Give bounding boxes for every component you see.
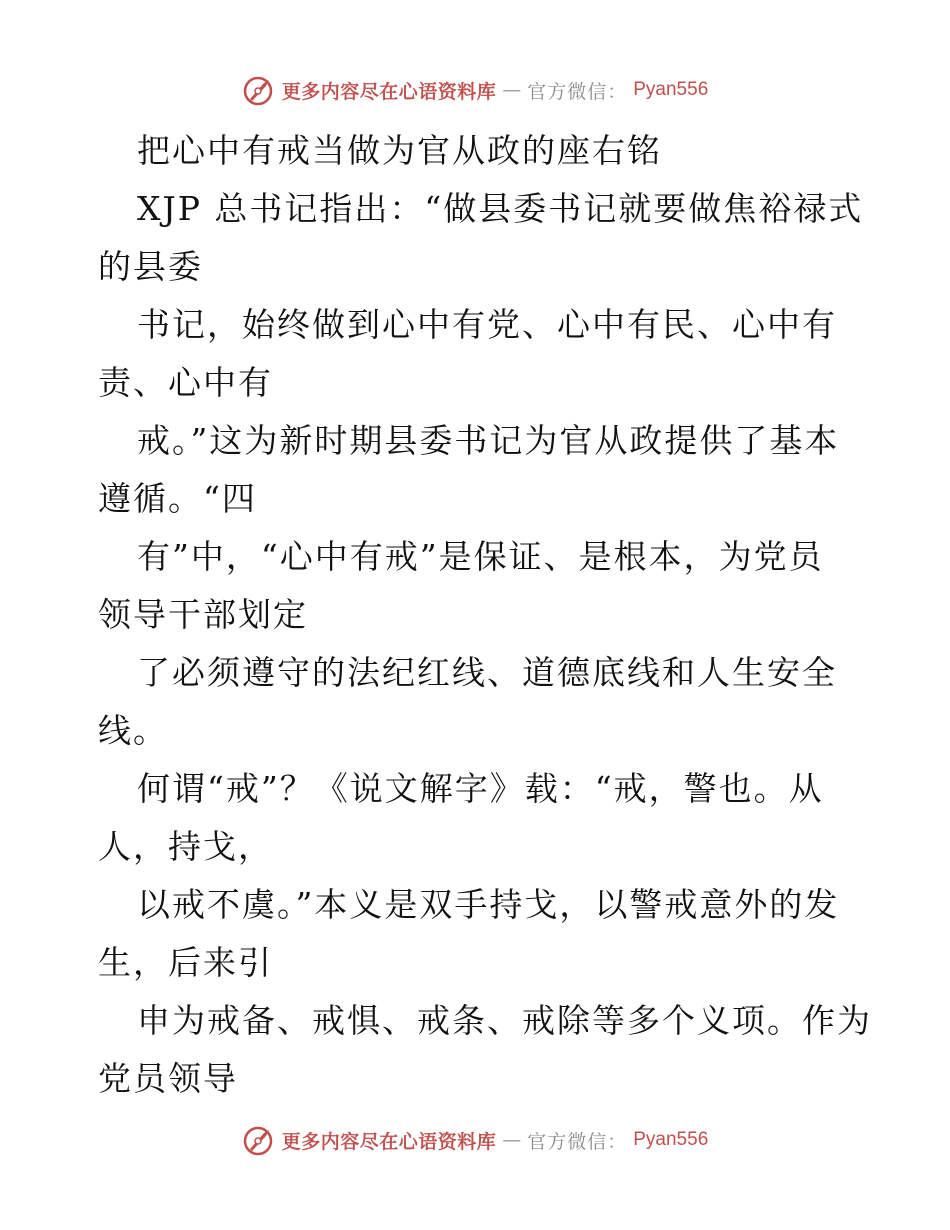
paragraph-line: 了必须遵守的法纪红线、道德底线和人生安全 [137, 653, 837, 692]
pen-nib-logo-icon [242, 73, 276, 107]
paragraph-line: 领导干部划定 [98, 595, 308, 634]
watermark-separator: — [502, 79, 522, 101]
watermark-wechat-id: Pyan556 [633, 79, 709, 100]
pen-nib-logo-icon [242, 1123, 276, 1157]
paragraph-line: 以戒不虞。”本义是双手持戈，以警戒意外的发 [137, 885, 840, 924]
paragraph-line: 有”中，“心中有戒”是保证、是根本，为党员 [137, 537, 824, 576]
paragraph-line: 人，持戈， [98, 827, 273, 866]
paragraph-line: 党员领导 [98, 1059, 238, 1098]
paragraph-line: 的县委 [98, 247, 203, 286]
paragraph-line: 遵循。“四 [98, 479, 257, 518]
watermark-separator: — [502, 1129, 522, 1151]
header-watermark [0, 68, 950, 112]
paragraph-line: 戒。”这为新时期县委书记为官从政提供了基本 [137, 421, 840, 460]
paragraph-line: 责、心中有 [98, 363, 273, 402]
paragraph-line: 何谓“戒”？《说文解字》载：“戒，警也。从 [137, 769, 824, 808]
footer-watermark [0, 1118, 950, 1162]
document-body [0, 122, 950, 1108]
watermark-label: 官方微信： [527, 1130, 628, 1153]
paragraph-line: 生，后来引 [98, 943, 273, 982]
paragraph-line: 申为戒备、戒惧、戒条、戒除等多个义项。作为 [137, 1001, 872, 1040]
watermark-content [242, 1123, 709, 1157]
watermark-label: 官方微信： [527, 80, 628, 103]
watermark-wechat-id: Pyan556 [633, 1129, 709, 1150]
document-title: 把心中有戒当做为官从政的座右铭 [137, 131, 662, 170]
watermark-brand-text: 更多内容尽在心语资料库 [281, 1130, 497, 1153]
paragraph-line: 线。 [98, 711, 168, 750]
paragraph-line: XJP 总书记指出：“做县委书记就要做焦裕禄式 [137, 189, 864, 228]
watermark-brand-text: 更多内容尽在心语资料库 [281, 80, 497, 103]
paragraph-line: 书记，始终做到心中有党、心中有民、心中有 [137, 305, 837, 344]
watermark-content [242, 73, 709, 107]
